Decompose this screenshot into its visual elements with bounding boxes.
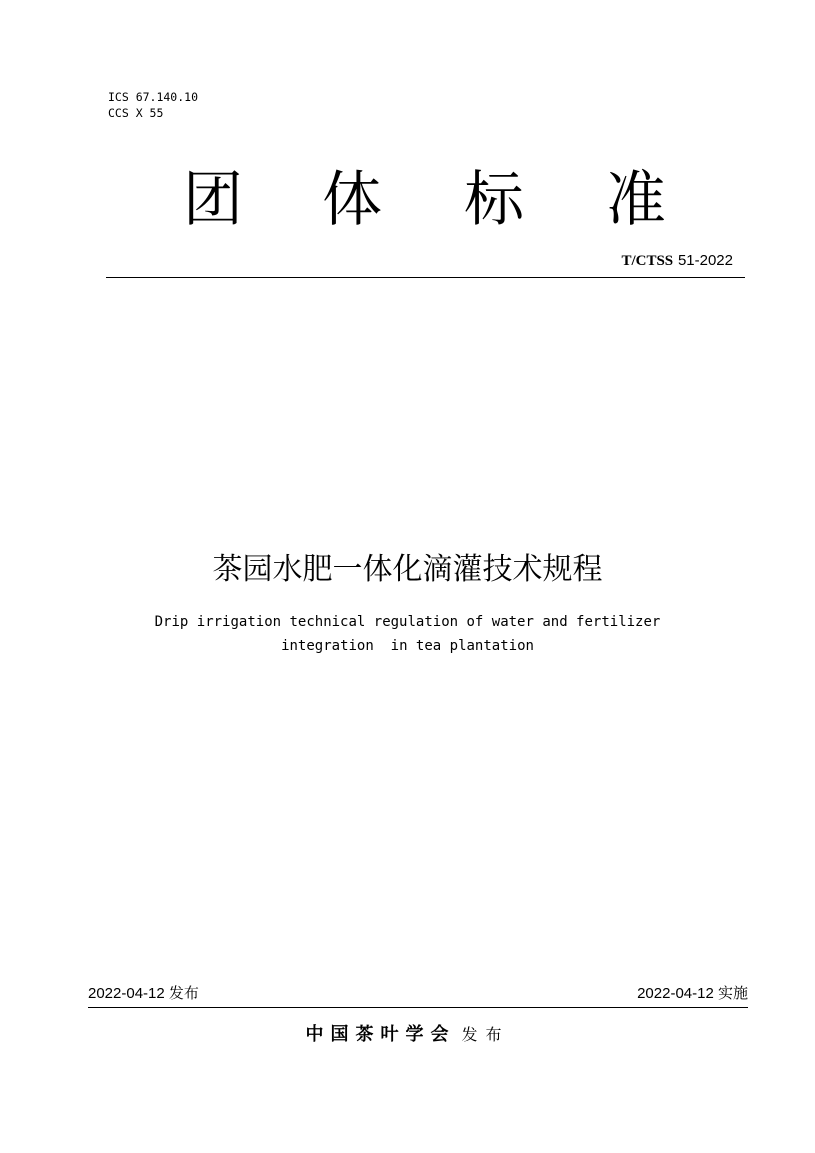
standard-year-number: 51-2022 [677, 252, 733, 269]
header-divider [106, 277, 745, 278]
ics-code: ICS 67.140.10 [108, 90, 199, 104]
heading-char-1: 团 [183, 165, 243, 235]
standard-code: T/CTSS [621, 253, 674, 269]
heading-char-2: 体 [322, 165, 382, 235]
implement-date: 2022-04-12 实施 [637, 985, 748, 1002]
document-title-zh: 茶园水肥一体化滴灌技术规程 [212, 552, 603, 587]
publisher-line [0, 1022, 815, 1048]
standard-number [621, 250, 733, 271]
title-en-line-2: integration in tea plantation [281, 638, 534, 654]
publisher-org: 中国茶叶学会 [305, 1024, 456, 1045]
footer-divider [88, 1007, 748, 1008]
heading-char-3: 标 [464, 165, 524, 235]
document-title-en [0, 610, 815, 658]
publisher-action: 发布 [461, 1025, 510, 1044]
heading-char-4: 准 [606, 165, 666, 235]
ccs-code: CCS X 55 [108, 106, 164, 120]
document-type-heading [0, 160, 815, 240]
title-en-line-1: Drip irrigation technical regulation of water and fertilizer [154, 614, 661, 630]
publish-date: 2022-04-12 发布 [88, 985, 199, 1002]
classification-codes [108, 89, 198, 121]
